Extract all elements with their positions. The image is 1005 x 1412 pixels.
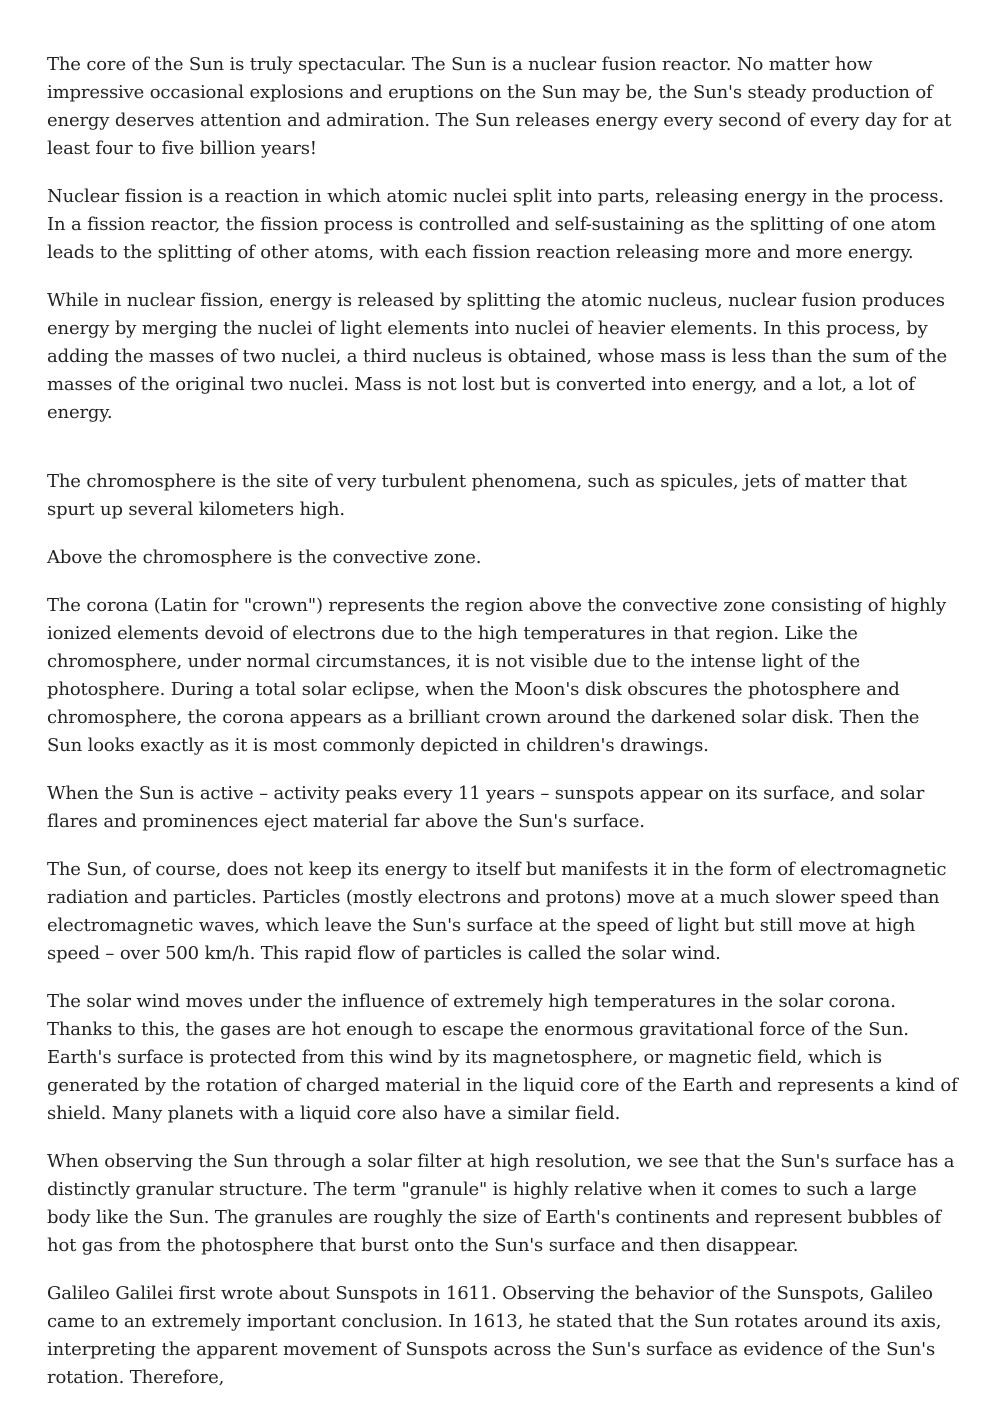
paragraph-radiation-particles: The Sun, of course, does not keep its energy to itself but manifests it in the form of electromagnetic radiation and particles. Particles (mostly electrons and protons) move at a much slower speed than electromagnetic waves, which leave the Sun's surface at the speed of light but still move at high speed – over 500 km/h. This rapid flow of particles is called the solar wind.: [47, 859, 947, 964]
paragraph-nuclear-fusion: While in nuclear fission, energy is released by splitting the atomic nucleus, nuclear fusion produces energy by merging the nuclei of light elements into nuclei of heavier elements. In this process, by adding the masses of two nuclei, a third nucleus is obtained, whose mass is less than the sum of the masses of the original two nuclei. Mass is not lost but is converted into energy, and a lot, a lot of energy.: [47, 290, 948, 423]
paragraph-nuclear-fission: Nuclear fission is a reaction in which atomic nuclei split into parts, releasing energy in the process. In a fission reactor, the fission process is controlled and self-sustaining as the splitting of one atom leads to the splitting of other atoms, with each fission reaction releasing more and more energy.: [47, 186, 944, 263]
paragraph-corona: The corona (Latin for "crown") represents the region above the convective zone consisting of highly ionized elements devoid of electrons due to the high temperatures in that region. Like the chromosphere, under normal circumstances, it is not visible due to the intense light of the photosphere. During a total solar eclipse, when the Moon's disk obscures the photosphere and chromosphere, the corona appears as a brilliant crown around the darkened solar disk. Then the Sun looks exactly as it is most commonly depicted in children's drawings.: [47, 595, 947, 756]
paragraph-convective-zone: Above the chromosphere is the convective zone.: [47, 547, 482, 568]
paragraph-chromosphere: The chromosphere is the site of very turbulent phenomena, such as spicules, jets of matter that spurt up several kilometers high.: [47, 471, 907, 520]
document-body: [47, 51, 959, 1412]
paragraph-galileo: Galileo Galilei first wrote about Sunspots in 1611. Observing the behavior of the Sunspots, Galileo came to an extremely important conclusion. In 1613, he stated that the Sun rotates around its axis, interpreting the apparent movement of Sunspots across the Sun's surface as evidence of the Sun's rotation. Therefore,: [47, 1283, 942, 1388]
paragraph-active-sun: When the Sun is active – activity peaks every 11 years – sunspots appear on its surface, and solar flares and prominences eject material far above the Sun's surface.: [47, 783, 925, 832]
paragraph-granules: When observing the Sun through a solar filter at high resolution, we see that the Sun's surface has a distinctly granular structure. The term "granule" is highly relative when it comes to such a large body like the Sun. The granules are roughly the size of Earth's continents and represent bubbles of hot gas from the photosphere that burst onto the Sun's surface and then disappear.: [47, 1151, 955, 1256]
paragraph-sun-core: The core of the Sun is truly spectacular. The Sun is a nuclear fusion reactor. No matter how impressive occasional explosions and eruptions on the Sun may be, the Sun's steady production of energy deserves attention and admiration. The Sun releases energy every second of every day for at least four to five billion years!: [47, 54, 952, 159]
paragraph-solar-wind: The solar wind moves under the influence of extremely high temperatures in the solar corona. Thanks to this, the gases are hot enough to escape the enormous gravitational force of the Sun. Earth's surface is protected from this wind by its magnetosphere, or magnetic field, which is generated by the rotation of charged material in the liquid core of the Earth and represents a kind of shield. Many planets with a liquid core also have a similar field.: [47, 991, 958, 1124]
